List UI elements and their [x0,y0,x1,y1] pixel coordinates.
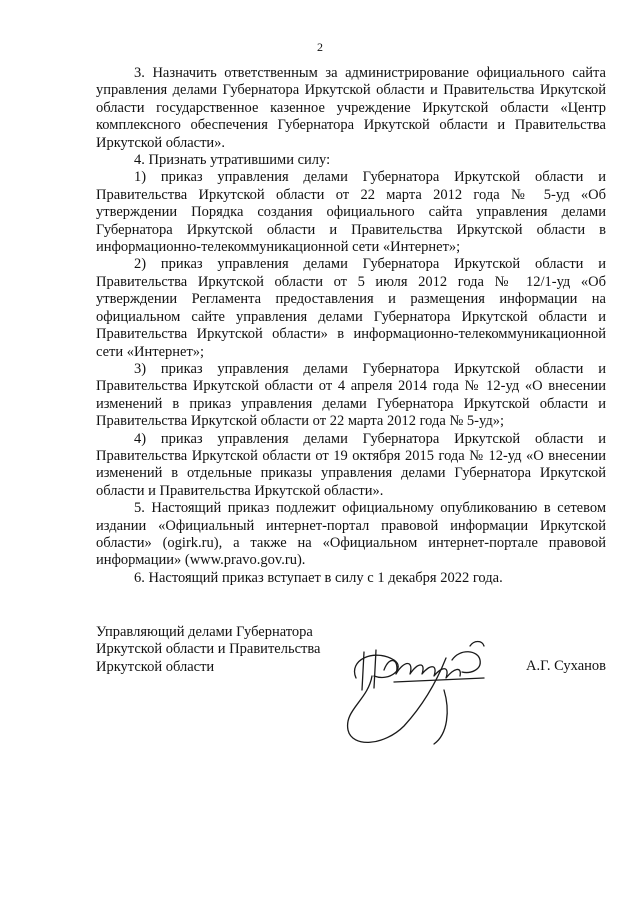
paragraph-6-effective-date: 6. Настоящий приказ вступает в силу с 1 декабря 2022 года. [134,569,503,586]
handwritten-signature [334,630,504,750]
signer-title-line: Управляющий делами Губернатора [96,624,313,640]
signer-name: А.Г. Суханов [525,658,606,674]
signer-title-line: Иркутской области и Правительства [96,641,321,658]
signer-title-line: Иркутской области [96,658,215,675]
paragraph-5-publication: 5. Настоящий приказ подлежит официальному опубликованию в сетевом издании «Официальный интернет-портал правовой информации Иркутской области» (ogirk.ru), а также на «Официальном интернет-портале правовой информации» (www.pravo.gov.ru). [96,500,606,569]
paragraph-3-responsible: 3. Назначить ответственным за администрирование официального сайта управления делами Губернатора Иркутской области и Правительства Иркутской области государственное казенное учреждение Иркутской области «Центр комплексного обеспечения Губернатора Иркутской области и Правительства Иркутской области». [96,65,606,151]
paragraph-4-item-4: 4) приказ управления делами Губернатора Иркутской области и Правительства Иркутской области от 19 октября 2015 года № 12-уд «О внесении изменений в отдельные приказы управления делами Губернатора Иркутской области и Правительства Иркутской области». [96,430,606,499]
paragraph-4-item-2: 2) приказ управления делами Губернатора Иркутской области и Правительства Иркутской области от 5 июля 2012 года № 12/1-уд «Об утверждении Регламента предоставления и размещения информации на официальном сайте управления делами Губернатора Иркутской области и Правительства Иркутской области» в информационно-телекоммуникационной сети «Интернет»; [96,256,606,360]
order-body [96,65,606,587]
signature-block [96,624,606,754]
page-number: 2 [317,40,323,54]
paragraph-4-item-1: 1) приказ управления делами Губернатора Иркутской области и Правительства Иркутской области от 22 марта 2012 года № 5-уд «Об утверждении Порядка создания официального сайта управления делами Губернатора Иркутской области и Правительства Иркутской области в информационно-телекоммуникационной сети «Интернет»; [96,169,606,256]
paragraph-4-repeal-intro: 4. Признать утратившими силу: [134,152,331,169]
paragraph-4-item-3: 3) приказ управления делами Губернатора Иркутской области и Правительства Иркутской области от 4 апреля 2014 года № 12-уд «О внесении изменений в приказ управления делами Губернатора Иркутской области и Правительства Иркутской области от 22 марта 2012 года № 5-уд»; [96,360,606,430]
signer-title [96,624,356,676]
